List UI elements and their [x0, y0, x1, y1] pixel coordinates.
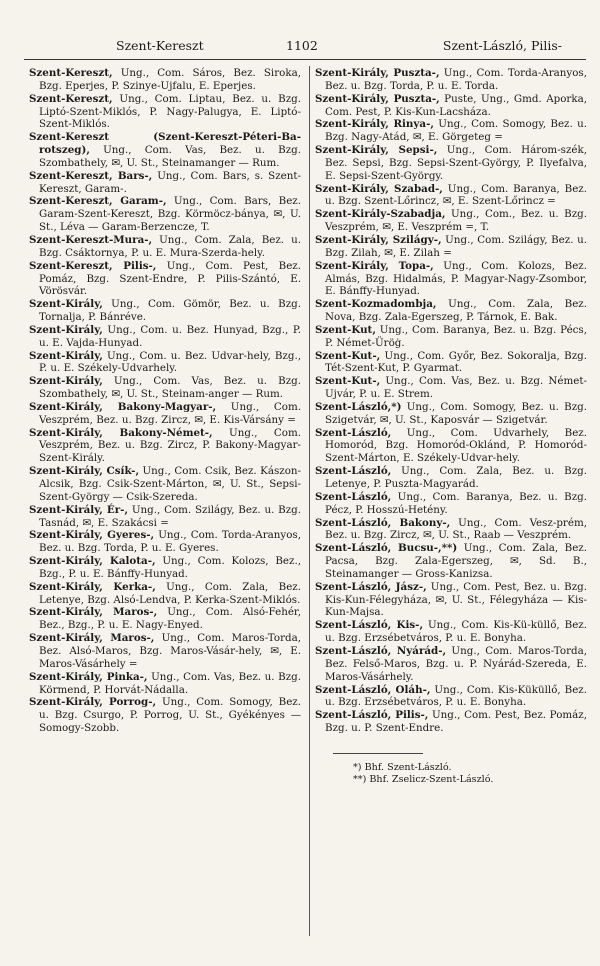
gazetteer-entry [315, 93, 587, 119]
entry-text: Ung., Com. Kolozs, Bez. Almás, Bzg. Hidalmás, P. Magyar-Nagy-Zsombor, E. Bánffy-Hunyad. [325, 259, 587, 298]
entry-headword: Szent-Kereszt (Szent-Kereszt-Péteri-Ba-rotszeg), [29, 131, 301, 157]
entry-headword: Szent-Kozmadombja, [315, 298, 437, 311]
page-number: 1102 [286, 38, 318, 53]
entry-text: Ung., Com. Vas, Bez. u. Bzg. Szombathely, ✉, U. St., Steinam-anger — Rum. [39, 375, 301, 401]
entry-headword: Szent-Király, Bakony-Német-, [29, 426, 213, 439]
entry-headword: Szent-László, [315, 465, 392, 478]
entry-headword: Szent-Kereszt-Mura-, [29, 233, 153, 246]
footnote: **) Bhf. Zselicz-Szent-László. [353, 773, 494, 785]
entry-headword: Szent-Király, Maros-, [29, 606, 158, 619]
entry-text: Ung., Com. Zala, Bez. u. Bzg. Csáktornya, P. u. E. Mura-Szerda-hely. [39, 233, 301, 259]
entry-headword: Szent-Kereszt, [29, 92, 113, 105]
entry-text: Ung., Com. Torda-Aranyos, Bez. u. Bzg. Torda, P. u. E. Torda. [325, 67, 587, 92]
entry-headword: Szent-László, Jász-, [315, 580, 427, 593]
gazetteer-entry [315, 427, 587, 466]
gazetteer-entry [29, 606, 301, 632]
entry-headword: Szent-Király, Szilágy-, [315, 233, 442, 246]
entry-headword: Szent-László, Bakony-, [315, 516, 451, 529]
footnote-rule [333, 753, 423, 754]
entry-headword: Szent-László, Bucsu-,**) [315, 542, 458, 555]
entry-text: Ung., Com. Zala, Bez. Letenye, Bzg. Alsó-Lendva, P. Kerka-Szent-Miklós. [39, 580, 301, 606]
running-header [28, 38, 580, 54]
entry-headword: Szent-Király, Kalota-, [29, 555, 156, 568]
entry-headword: Szent-Kereszt, Bars-, [29, 169, 153, 182]
entry-headword: Szent-Kut-, [315, 349, 381, 362]
entry-text: Ung., Com. Udvarhely, Bez. Homoród, Bzg. Homoród-Oklánd, P. Homoród-Szent-Márton, E. Székely-Udvar-hely. [325, 426, 587, 465]
entry-headword: Szent-Kut, [315, 323, 376, 336]
entry-headword: Szent-Király, [29, 323, 103, 336]
gazetteer-entry [315, 208, 587, 234]
gazetteer-entry [315, 298, 587, 324]
entry-headword: Szent-Király, Sepsi-, [315, 144, 438, 157]
entry-headword: Szent-Király, [29, 298, 103, 311]
entry-text: Ung., Com. Somogy, Bez. u. Bzg. Csurgo, P. Porrog, U. St., Gyékényes — Somogy-Szobb. [39, 696, 301, 735]
entry-text: Ung., Com. u. Bez. Hunyad, Bzg., P. u. E. Vajda-Hunyad. [39, 323, 301, 349]
gazetteer-entry [29, 131, 301, 170]
gazetteer-entry [29, 93, 301, 132]
gazetteer-entry [315, 375, 587, 401]
entry-headword: Szent-Király, Puszta-, [315, 92, 440, 105]
gazetteer-entry [29, 529, 301, 555]
gazetteer-entry [29, 170, 301, 196]
entry-headword: Szent-Király, Pinka-, [29, 670, 148, 683]
gazetteer-entry [315, 542, 587, 581]
entry-headword: Szent-László, [315, 490, 392, 503]
entry-text: Ung., Com. Maros-Torda, Bez. Felső-Maros, Bzg. u. P. Nyárád-Szereda, E. Maros-Vásárhely. [325, 644, 588, 683]
entry-text: Ung., Com. Szilágy, Bez. u. Bzg. Zilah, ✉, E. Zilah = [325, 233, 587, 259]
entry-text: Ung., Com. Veszprém, Bez. u. Bzg. Zircz, P. Bakony-Magyar-Szent-Király. [39, 426, 301, 465]
gazetteer-entry [29, 427, 301, 466]
entry-headword: Szent-Kereszt, Pilis-, [29, 259, 157, 272]
gazetteer-entry [315, 465, 587, 491]
entry-headword: Szent-László, Oláh-, [315, 683, 431, 696]
entry-headword: Szent-László, [315, 426, 392, 439]
entry-headword: Szent-Kereszt, [29, 67, 113, 79]
entry-headword: Szent-László, Pilis-, [315, 709, 429, 722]
entry-headword: Szent-Király, Szabad-, [315, 182, 443, 195]
entry-text: Ung., Com. Vas, Bez. u. Bzg. Szombathely, ✉, U. St., Steinamanger — Rum. [39, 144, 301, 169]
entry-headword: Szent-Király, Porrog-, [29, 696, 157, 709]
gazetteer-entry [29, 350, 301, 376]
entry-text: Ung., Com. Pest, Bez. Pomáz, Bzg. u. P. Szent-Endre. [325, 709, 587, 735]
entry-headword: Szent-Király, Kerka-, [29, 580, 156, 593]
entry-text: Ung., Com. Vas, Bez. u. Bzg. Körmend, P. Horvát-Nádalla. [39, 670, 301, 696]
entry-text: Ung., Com. Pest, Bez. u. Bzg. Kis-Kun-Félegyháza, ✉, U. St., Félegyháza — Kis-Kun-Majsa. [325, 580, 588, 619]
gazetteer-entry [29, 671, 301, 697]
entry-headword: Szent-Király, Rinya-, [315, 118, 434, 131]
entry-text: Ung., Com. u. Bez. Udvar-hely, Bzg., P. u. E. Székely-Udvarhely. [39, 349, 301, 375]
entry-text: Ung., Com. Vesz-prém, Bez. u. Bzg. Zircz, ✉, U. St., Raab — Veszprém. [325, 516, 587, 542]
entry-text: Ung., Com. Zala, Bez. Nova, Bzg. Zala-Egerszeg, P. Tárnok, E. Bak. [325, 298, 587, 324]
entry-text: Ung., Com. Baranya, Bez. u. Bzg. Pécs, P. Német-Üröġ. [325, 323, 587, 349]
entry-text: Ung., Com., Bez. u. Bzg. Veszprém, ✉, E. Veszprém =, T. [325, 208, 587, 234]
gazetteer-entry [29, 375, 301, 401]
entry-headword: Szent-László, Kis-, [315, 619, 424, 632]
gazetteer-entry [315, 619, 587, 645]
entry-text: Ung., Com. Győr, Bez. Sokoralja, Bzg. Tét-Szent-Kut, P. Gyarmat. [325, 349, 587, 375]
entry-text: Ung., Com. Bars, Bez. Garam-Szent-Kereszt, Bzg. Körmöcz-bánya, ✉, U. St., Léva — Garam-Berzencze, T. [39, 195, 301, 234]
gazetteer-entry [29, 324, 301, 350]
column-divider [309, 66, 310, 936]
gazetteer-entry [315, 401, 587, 427]
entry-headword: Szent-László,*) [315, 400, 402, 413]
entry-headword: Szent-Király-Szabadja, [315, 208, 446, 221]
gazetteer-entry [29, 67, 301, 93]
entry-text: Ung., Com. Zala, Bez. u. Bzg. Letenye, P. Puszta-Magyarád. [325, 465, 587, 490]
entry-headword: Szent-Kereszt, Garam-, [29, 195, 167, 208]
entry-headword: Szent-Király, Bakony-Magyar-, [29, 400, 217, 413]
entry-text: Ung., Com. Kolozs, Bez., Bzg., P. u. E. Bánffy-Hunyad. [39, 555, 301, 580]
gazetteer-entry [315, 491, 587, 517]
entry-text: Ung., Com. Sáros, Bez. Siroka, Bzg. Eperjes, P. Szinye-Ujfalu, E. Eperjes. [39, 67, 301, 92]
header-left-keyword: Szent-Kereszt [116, 38, 204, 53]
entry-headword: Szent-László, Nyárád-, [315, 644, 447, 657]
entry-text: Ung., Com. Zala, Bez. Pacsa, Bzg. Zala-Egerszeg, ✉, Sd. B., Steinamanger — Gross-Kanizsa. [325, 542, 587, 580]
gazetteer-entry [315, 645, 587, 684]
entry-text: Ung., Com. Kis-Kü-küllő, Bez. u. Bzg. Erzsébetváros, P. u. E. Bonyha. [325, 619, 587, 645]
entry-headword: Szent-Király, Maros-, [29, 632, 155, 645]
entry-text: Ung., Com. Pest, Bez. Pomáz, Bzg. Szent-Endre, P. Pilis-Szántó, E. Vörösvár. [39, 259, 301, 298]
entry-text: Ung., Com. Baranya, Bez. u. Bzg. Szent-Lőrincz, ✉, E. Szent-Lőrincz = [325, 182, 587, 208]
entry-text: Ung., Com. Somogy, Bez. u. Bzg. Nagy-Atád, ✉, E. Görgeteg = [325, 118, 587, 144]
entry-text: Ung., Com. Bars, s. Szent-Kereszt, Garam-. [39, 169, 301, 195]
gazetteer-entry [315, 67, 587, 93]
gazetteer-entry [29, 465, 301, 504]
entry-text: Ung., Com. Alsó-Fehér, Bez., Bzg., P. u. E. Nagy-Enyed. [39, 606, 301, 632]
entry-text: Ung., Com. Liptau, Bez. u. Bzg. Liptó-Szent-Miklós, P. Nagy-Palugya, E. Liptó-Szent-Miklós. [39, 92, 301, 131]
entry-headword: Szent-Király, [29, 375, 103, 388]
gazetteer-entry [29, 581, 301, 607]
entry-text: Ung., Com. Három-szék, Bez. Sepsi, Bzg. Sepsi-Szent-György, P. Ilyefalva, E. Sepsi-Szent-György. [325, 144, 587, 182]
gazetteer-entry [29, 632, 301, 671]
gazetteer-entry [29, 195, 301, 234]
entry-text: Ung., Com. Veszprém, Bez. u. Bzg. Zircz, ✉, E. Kis-Vársány = [39, 400, 301, 426]
entry-text: Puste, Ung., Gmd. Aporka, Com. Pest, P. Kis-Kun-Lacsháza. [325, 92, 587, 118]
gazetteer-entry [315, 234, 587, 260]
gazetteer-entry [29, 401, 301, 427]
entry-text: Ung., Com. Szilágy, Bez. u. Bzg. Tasnád, ✉, E. Szakácsi = [39, 503, 301, 529]
gazetteer-entry [29, 260, 301, 299]
entry-headword: Szent-Király, Topa-, [315, 259, 434, 272]
entry-headword: Szent-Király, Csík-, [29, 465, 140, 478]
entry-headword: Szent-Király, [29, 349, 103, 362]
gazetteer-entry [29, 555, 301, 581]
gazetteer-entry [315, 517, 587, 543]
gazetteer-entry [29, 504, 301, 530]
gazetteer-entry [315, 581, 587, 620]
gazetteer-entry [315, 183, 587, 209]
entry-headword: Szent-Kut-, [315, 375, 381, 388]
gazetteer-entry [315, 118, 587, 144]
entry-text: Ung., Com. Torda-Aranyos, Bez. u. Bzg. Torda, P. u. E. Gyeres. [39, 529, 301, 555]
gazetteer-entry [315, 684, 587, 710]
entry-headword: Szent-Király, Puszta-, [315, 67, 440, 79]
gazetteer-entry [315, 709, 587, 735]
header-right-keyword: Szent-László, Pilis- [442, 38, 562, 53]
gazetteer-entry [29, 234, 301, 260]
entry-headword: Szent-Király, Ér-, [29, 503, 129, 516]
entry-text: Ung., Com. Vas, Bez. u. Bzg. Német-Ujvár, P. u. E. Strem. [325, 375, 587, 401]
entry-text: Ung., Com. Somogy, Bez. u. Bzg. Szigetvár, ✉, U. St., Kaposvár — Szigetvár. [325, 400, 587, 426]
entry-text: Ung., Com. Kis-Küküllő, Bez. u. Bzg. Erzsébetváros, P. u. E. Bonyha. [325, 683, 587, 709]
footnote: *) Bhf. Szent-László. [353, 761, 452, 773]
footnotes [315, 753, 587, 786]
gazetteer-entry [315, 350, 587, 376]
entry-text: Ung., Com. Csik, Bez. Kászon-Alcsik, Bzg. Csik-Szent-Márton, ✉, U. St., Sepsi-Szent-György — Csik-Szereda. [39, 465, 301, 503]
right-column [315, 67, 587, 786]
entry-text: Ung., Com. Maros-Torda, Bez. Alsó-Maros, Bzg. Maros-Vásár-hely, ✉, E. Maros-Vásárhely = [39, 632, 301, 670]
gazetteer-entry [29, 696, 301, 735]
gazetteer-entry [315, 144, 587, 183]
gazetteer-entry [315, 260, 587, 299]
entry-headword: Szent-Király, Gyeres-, [29, 529, 155, 542]
gazetteer-entry [29, 298, 301, 324]
gazetteer-entry [315, 324, 587, 350]
entry-text: Ung., Com. Baranya, Bez. u. Bzg. Pécz, P. Hosszú-Hetény. [325, 490, 587, 516]
entry-text: Ung., Com. Gömör, Bez. u. Bzg. Tornalja, P. Bánréve. [39, 298, 301, 324]
left-column [29, 67, 301, 735]
header-rule [24, 59, 586, 60]
